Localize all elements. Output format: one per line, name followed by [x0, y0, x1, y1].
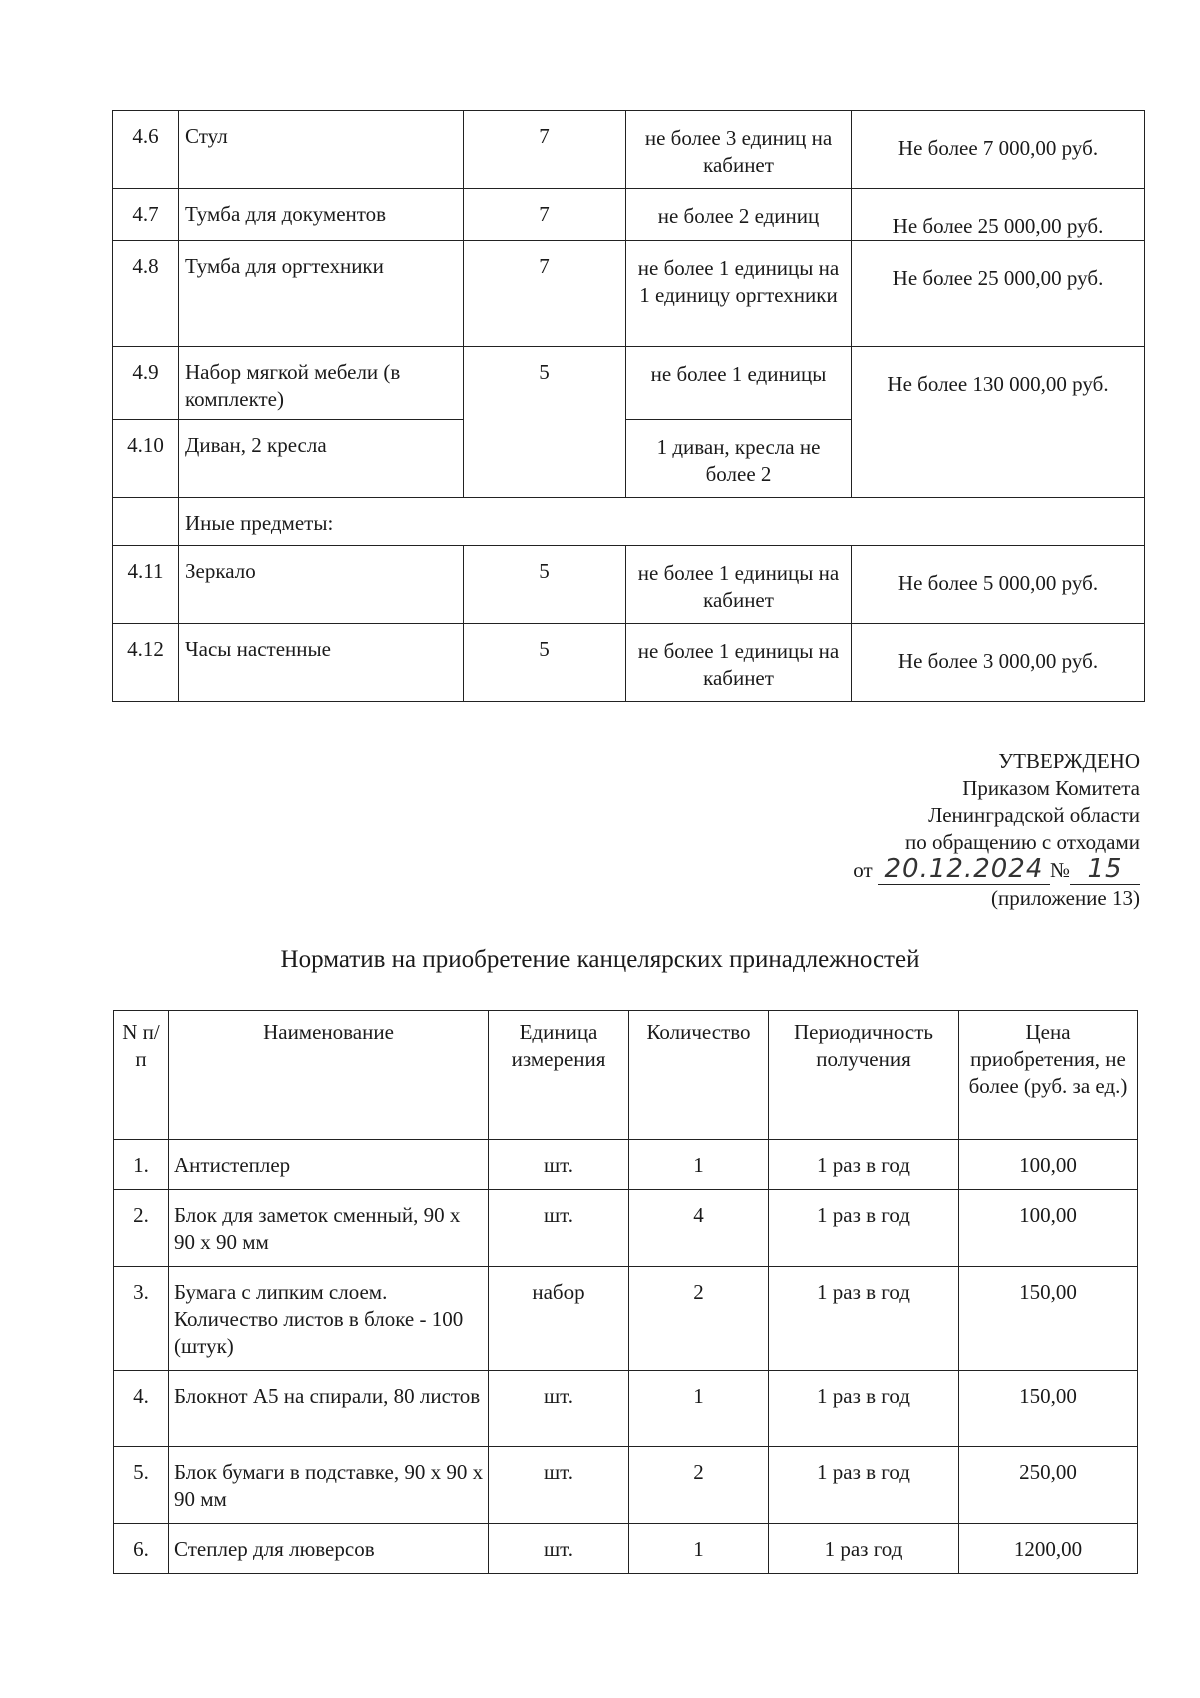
- item-period: 1 раз в год: [769, 1447, 959, 1524]
- row-number: 4.12: [113, 624, 179, 702]
- item-limit: не более 1 единицы на кабинет: [626, 624, 852, 702]
- item-limit: не более 1 единицы на 1 единицу оргтехники: [626, 241, 852, 347]
- item-period: 1 раз в год: [769, 1371, 959, 1447]
- document-title: Норматив на приобретение канцелярских принадлежностей: [280, 946, 920, 973]
- row-number: 4.8: [113, 241, 179, 347]
- item-name: Стул: [179, 111, 464, 189]
- header-period: Периодичность получения: [769, 1011, 959, 1140]
- header-price: Цена приобретения, не более (руб. за ед.): [959, 1011, 1138, 1140]
- row-number: 3.: [114, 1267, 169, 1371]
- table-row: [113, 498, 1145, 546]
- item-unit: шт.: [489, 1524, 629, 1574]
- item-group: 7: [464, 189, 626, 241]
- item-qty: 1: [629, 1140, 769, 1190]
- table-row: [114, 1371, 1138, 1447]
- item-price: 1200,00: [959, 1524, 1138, 1574]
- item-unit: шт.: [489, 1371, 629, 1447]
- item-price: Не более 3 000,00 руб.: [852, 624, 1145, 702]
- item-limit: 1 диван, кресла не более 2: [626, 420, 852, 498]
- item-qty: 1: [629, 1371, 769, 1447]
- table-row: [113, 624, 1145, 702]
- header-qty: Количество: [629, 1011, 769, 1140]
- section-heading: Иные предметы:: [179, 498, 1145, 546]
- item-name: Антистеплер: [169, 1140, 489, 1190]
- table-row: [114, 1267, 1138, 1371]
- approval-committee: по обращению с отходами: [905, 830, 1140, 854]
- item-price: 100,00: [959, 1190, 1138, 1267]
- item-group: 7: [464, 111, 626, 189]
- item-name: Блок для заметок сменный, 90 х 90 х 90 мм: [169, 1190, 489, 1267]
- appendix-label: (приложение 13): [990, 886, 1140, 910]
- table-row: [113, 546, 1145, 624]
- row-number: 4.9: [113, 347, 179, 420]
- row-number: 4.10: [113, 420, 179, 498]
- item-group: 5: [464, 347, 626, 498]
- item-period: 1 раз в год: [769, 1267, 959, 1371]
- row-number: 4.6: [113, 111, 179, 189]
- item-unit: шт.: [489, 1447, 629, 1524]
- item-period: 1 раз год: [769, 1524, 959, 1574]
- header-unit: Единица измерения: [489, 1011, 629, 1140]
- table-row: [114, 1140, 1138, 1190]
- item-name: Набор мягкой мебели (в комплекте): [179, 347, 464, 420]
- furniture-table: [112, 110, 1145, 702]
- item-name: Часы настенные: [179, 624, 464, 702]
- item-unit: набор: [489, 1267, 629, 1371]
- row-number: 6.: [114, 1524, 169, 1574]
- row-number: 4.7: [113, 189, 179, 241]
- item-name: Блок бумаги в подставке, 90 х 90 х 90 мм: [169, 1447, 489, 1524]
- item-name: Блокнот А5 на спирали, 80 листов: [169, 1371, 489, 1447]
- table-row: [114, 1190, 1138, 1267]
- row-number: 5.: [114, 1447, 169, 1524]
- table-row: [113, 347, 1145, 420]
- row-number: 2.: [114, 1190, 169, 1267]
- handwritten-number: 15: [1087, 854, 1123, 884]
- item-price: Не более 25 000,00 руб.: [852, 189, 1145, 241]
- item-name: Зеркало: [179, 546, 464, 624]
- approval-block: [720, 748, 1140, 912]
- item-name: Тумба для документов: [179, 189, 464, 241]
- item-price: 250,00: [959, 1447, 1138, 1524]
- item-name: Степлер для люверсов: [169, 1524, 489, 1574]
- item-price: 150,00: [959, 1371, 1138, 1447]
- item-price: 150,00: [959, 1267, 1138, 1371]
- item-name: Диван, 2 кресла: [179, 420, 464, 498]
- row-number: [113, 498, 179, 546]
- table-row: [113, 241, 1145, 347]
- table-row: [114, 1524, 1138, 1574]
- header-num: N п/п: [114, 1011, 169, 1140]
- item-unit: шт.: [489, 1190, 629, 1267]
- item-group: 5: [464, 546, 626, 624]
- item-group: 7: [464, 241, 626, 347]
- item-price: 100,00: [959, 1140, 1138, 1190]
- row-number: 4.: [114, 1371, 169, 1447]
- item-limit: не более 2 единиц: [626, 189, 852, 241]
- item-name: Тумба для оргтехники: [179, 241, 464, 347]
- item-price: Не более 130 000,00 руб.: [852, 347, 1145, 498]
- table-row: [114, 1447, 1138, 1524]
- stationery-table: [113, 1010, 1138, 1574]
- approval-date-line: [720, 856, 1140, 885]
- approval-order: Приказом Комитета: [962, 776, 1140, 800]
- item-price: Не более 5 000,00 руб.: [852, 546, 1145, 624]
- item-qty: 2: [629, 1447, 769, 1524]
- approval-region: Ленинградской области: [928, 803, 1140, 827]
- table-header-row: [114, 1011, 1138, 1140]
- table-row: [113, 111, 1145, 189]
- item-price: Не более 7 000,00 руб.: [852, 111, 1145, 189]
- item-limit: не более 1 единицы на кабинет: [626, 546, 852, 624]
- header-name: Наименование: [169, 1011, 489, 1140]
- approval-title: УТВЕРЖДЕНО: [998, 749, 1140, 773]
- item-qty: 2: [629, 1267, 769, 1371]
- table-row: [113, 189, 1145, 241]
- item-qty: 1: [629, 1524, 769, 1574]
- row-number: 1.: [114, 1140, 169, 1190]
- handwritten-date: 20.12.2024: [884, 854, 1044, 884]
- item-limit: не более 1 единицы: [626, 347, 852, 420]
- number-label: №: [1049, 858, 1070, 882]
- row-number: 4.11: [113, 546, 179, 624]
- item-period: 1 раз в год: [769, 1190, 959, 1267]
- item-name: Бумага с липким слоем. Количество листов в блоке - 100 (штук): [169, 1267, 489, 1371]
- item-price: Не более 25 000,00 руб.: [852, 241, 1145, 347]
- from-label: от: [853, 858, 873, 882]
- item-qty: 4: [629, 1190, 769, 1267]
- item-period: 1 раз в год: [769, 1140, 959, 1190]
- item-limit: не более 3 единиц на кабинет: [626, 111, 852, 189]
- item-unit: шт.: [489, 1140, 629, 1190]
- item-group: 5: [464, 624, 626, 702]
